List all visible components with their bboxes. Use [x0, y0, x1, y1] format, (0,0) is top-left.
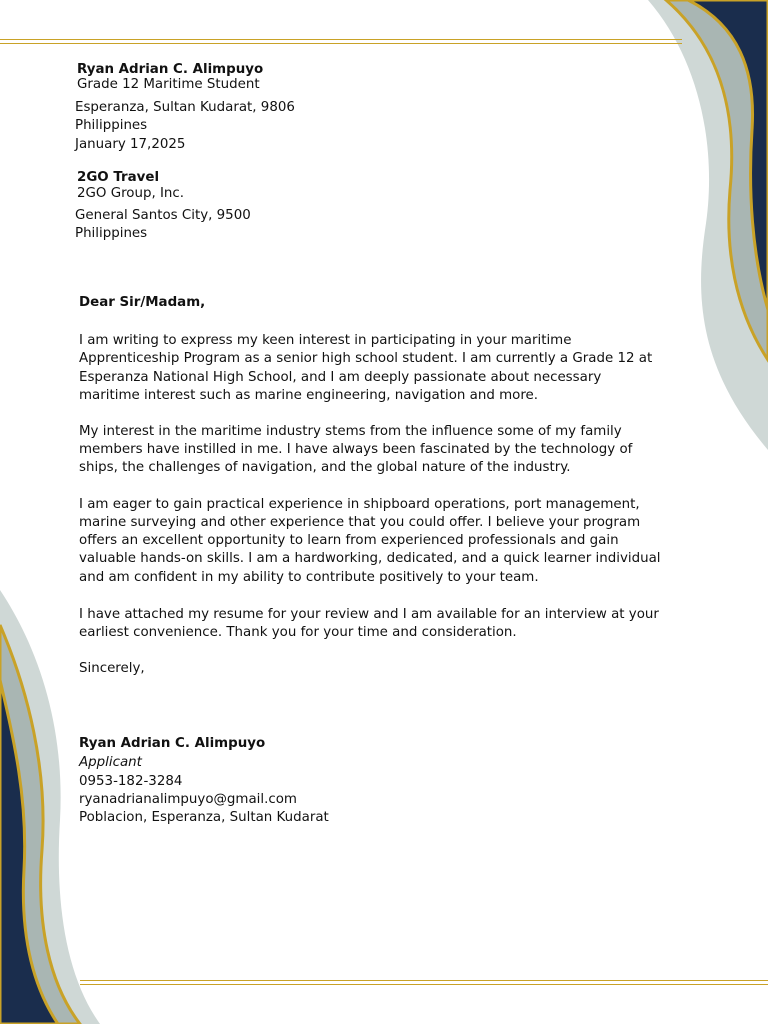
paragraph-4-line: I have attached my resume for your review and I am available for an interview at your	[79, 607, 659, 622]
signature-title: Applicant	[79, 755, 142, 770]
recipient-address: General Santos City, 9500	[75, 208, 251, 223]
top-rule	[0, 39, 682, 40]
recipient-name: 2GO Travel	[77, 170, 160, 185]
bottom-rule-2	[80, 984, 768, 985]
signature-phone: 0953-182-3284	[79, 774, 183, 789]
sender-country: Philippines	[75, 118, 148, 133]
paragraph-2-line: members have instilled in me. I have always been fascinated by the technology of	[79, 442, 633, 457]
letter-date: January 17,2025	[75, 137, 186, 152]
recipient-company: 2GO Group, Inc.	[77, 186, 185, 201]
paragraph-3-line: marine surveying and other experience that you could offer. I believe your program	[79, 515, 641, 530]
paragraph-2-line: ships, the challenges of navigation, and the global nature of the industry.	[79, 460, 571, 475]
sender-name: Ryan Adrian C. Alimpuyo	[77, 62, 264, 77]
paragraph-1-line: Apprenticeship Program as a senior high school student. I am currently a Grade 12 at	[79, 351, 653, 366]
paragraph-1-line: I am writing to express my keen interest in participating in your maritime	[79, 333, 572, 348]
paragraph-3-line: offers an excellent opportunity to learn from experienced professionals and gain	[79, 533, 619, 548]
paragraph-3-line: valuable hands-on skills. I am a hardworking, dedicated, and a quick learner individual	[79, 551, 661, 566]
paragraph-2-line: My interest in the maritime industry stems from the influence some of my family	[79, 424, 622, 439]
signature-address: Poblacion, Esperanza, Sultan Kudarat	[79, 810, 329, 825]
bottom-rule	[80, 980, 768, 981]
signature-name: Ryan Adrian C. Alimpuyo	[79, 736, 266, 751]
sender-role: Grade 12 Maritime Student	[77, 77, 260, 92]
paragraph-3-line: I am eager to gain practical experience in shipboard operations, port management,	[79, 497, 640, 512]
salutation: Dear Sir/Madam,	[79, 295, 206, 310]
paragraph-3-line: and am confident in my ability to contribute positively to your team.	[79, 570, 539, 585]
paragraph-4-line: earliest convenience. Thank you for your time and consideration.	[79, 625, 517, 640]
paragraph-1-line: Esperanza National High School, and I am deeply passionate about necessary	[79, 370, 602, 385]
paragraph-1-line: maritime interest such as marine engineering, navigation and more.	[79, 388, 539, 403]
closing: Sincerely,	[79, 661, 145, 676]
top-rule-2	[0, 43, 682, 44]
signature-email[interactable]: ryanadrianalimpuyo@gmail.com	[79, 792, 297, 807]
sender-address: Esperanza, Sultan Kudarat, 9806	[75, 100, 295, 115]
recipient-country: Philippines	[75, 226, 148, 241]
